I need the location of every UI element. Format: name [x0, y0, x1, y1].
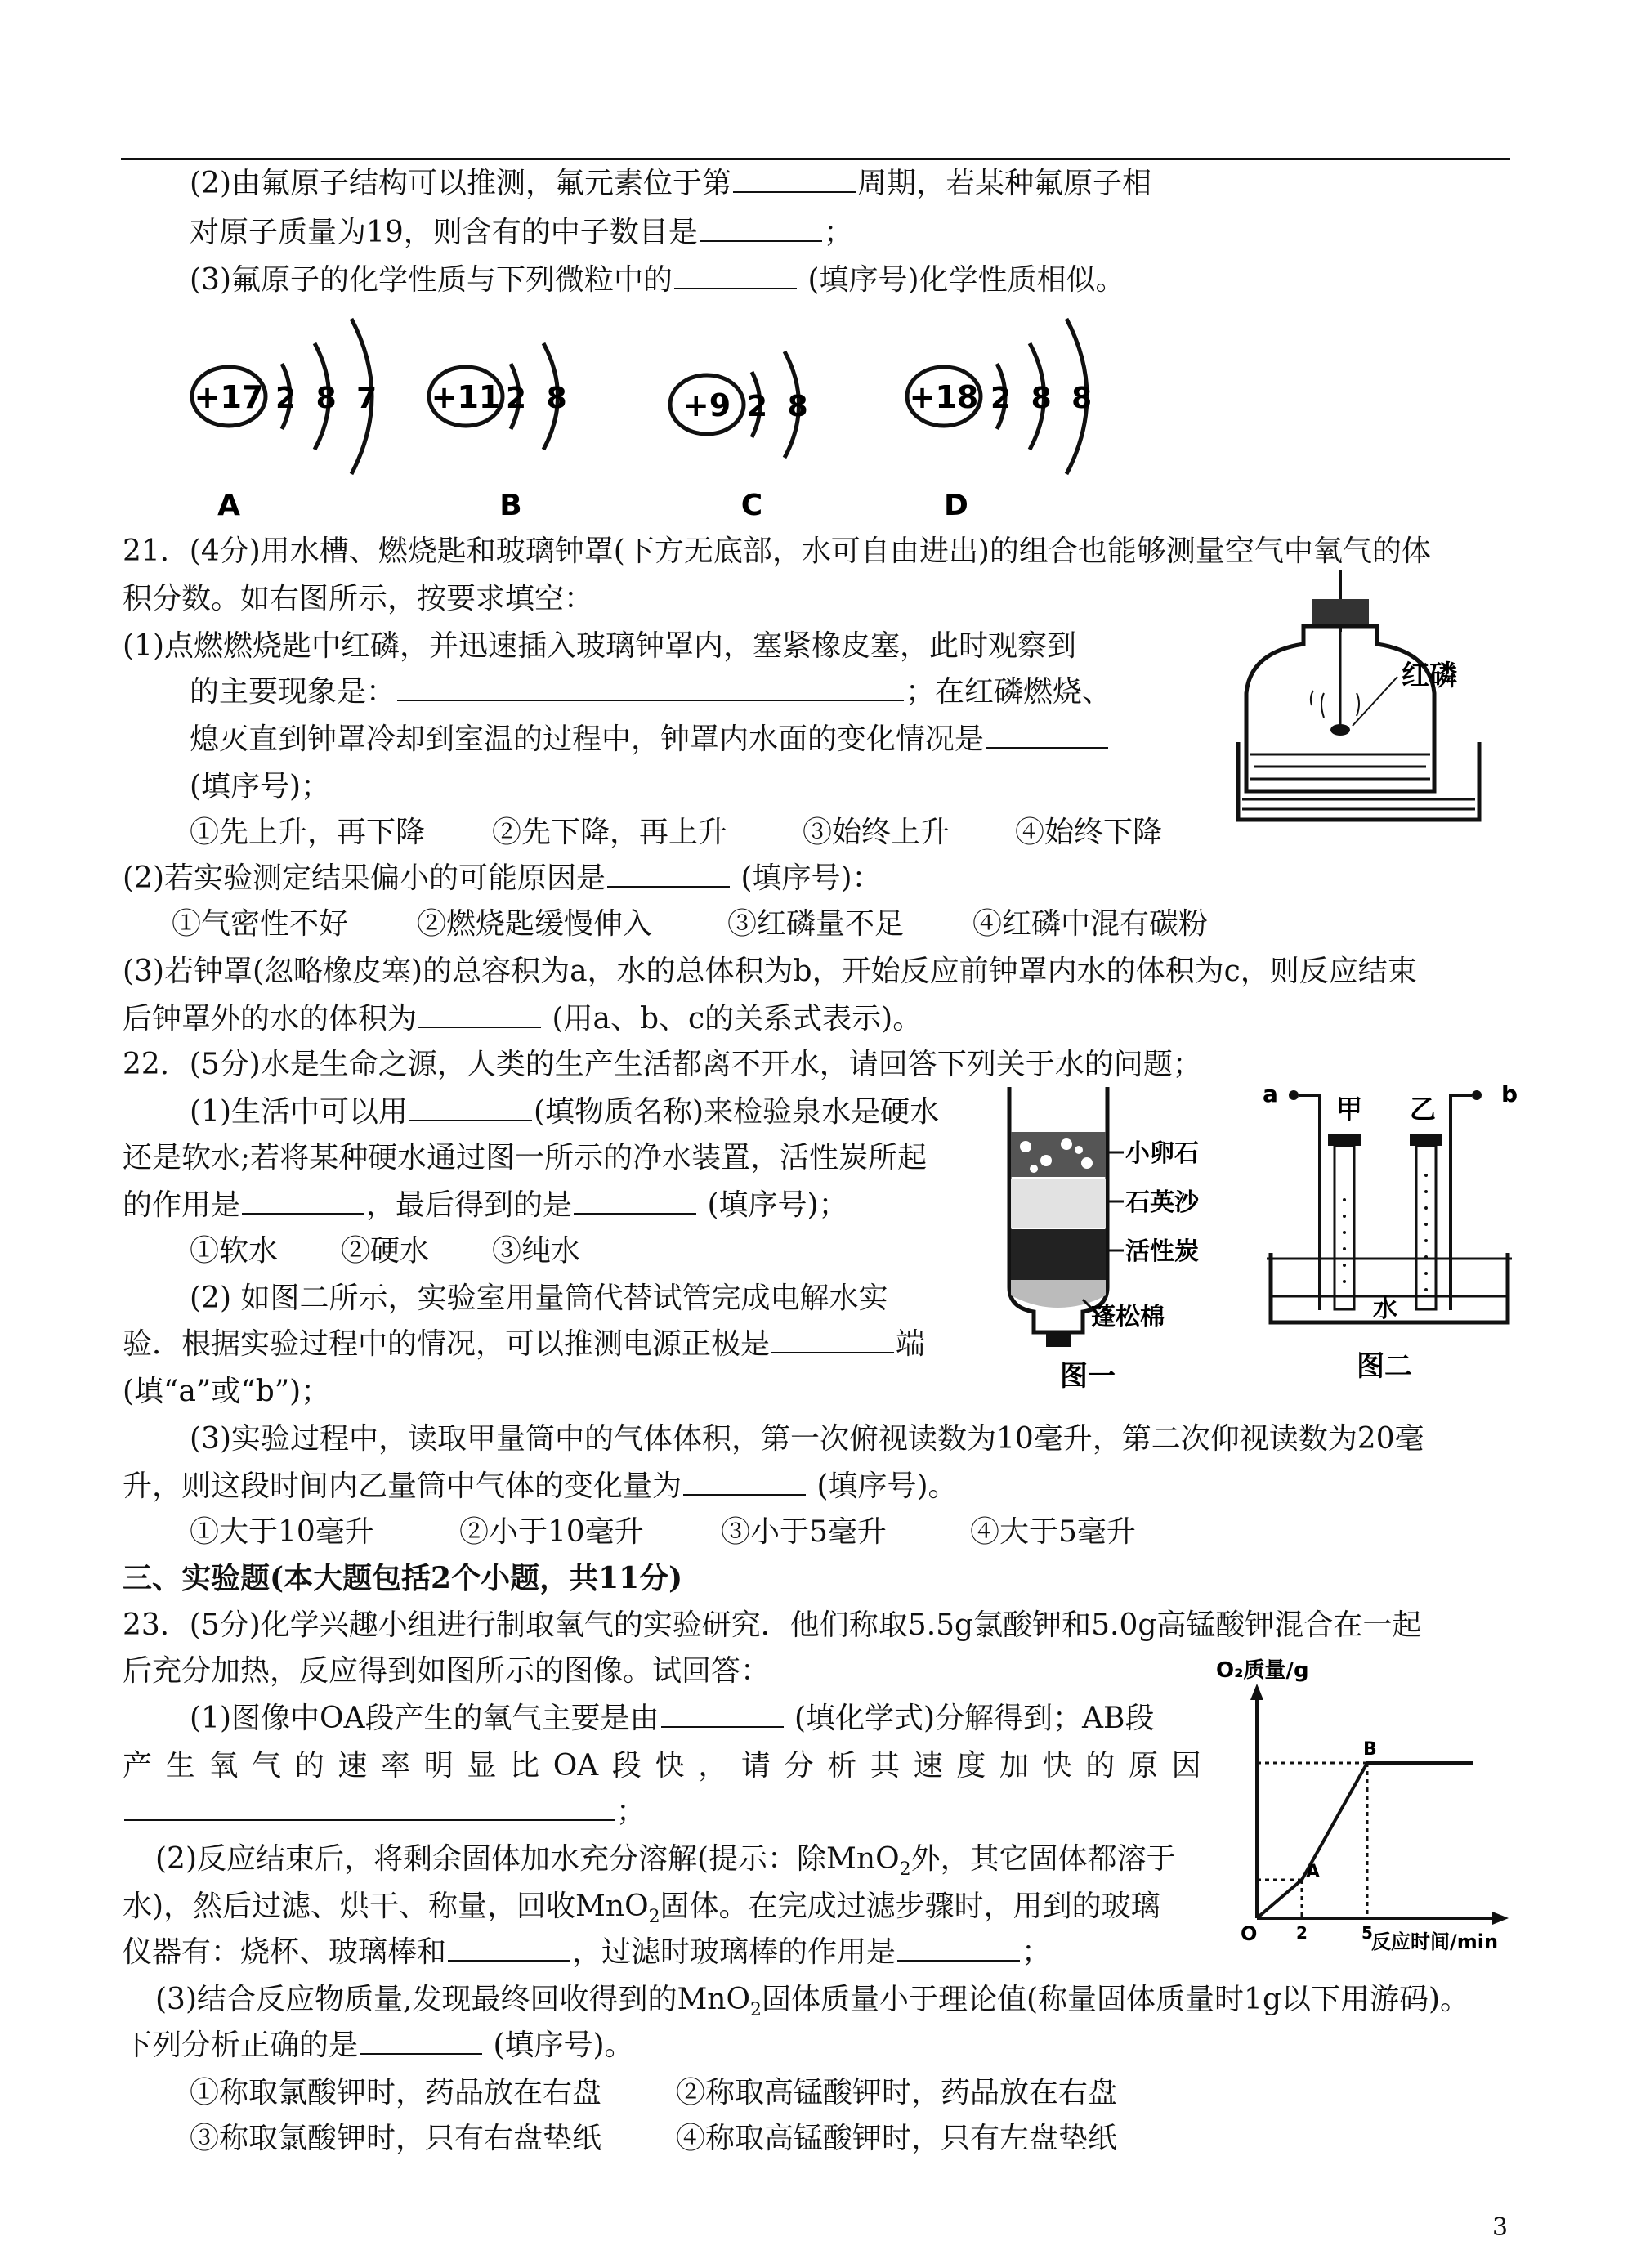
option: ④红磷中混有碳粉	[972, 907, 1209, 941]
option: ①称取氯酸钾时，药品放在右盘	[190, 2076, 602, 2109]
answer-blank[interactable]	[242, 1188, 364, 1215]
svg-text:甲: 甲	[1336, 1094, 1363, 1125]
svg-text:+17: +17	[194, 379, 264, 415]
q23-part1-line2: 产 生 氧 气 的 速 率 明 显 比 OA 段 快 ， 请 分 析 其 速 度 加 快 的 原 因	[123, 1749, 1201, 1783]
oxygen-mass-graph	[1208, 1653, 1518, 1955]
svg-text:A: A	[1306, 1862, 1321, 1882]
q23-options-row1	[190, 2074, 1117, 2112]
q22-part2-line2: 验．根据实验过程中的情况，可以推测电源正极是 端	[123, 1327, 926, 1361]
answer-blank[interactable]	[409, 1095, 532, 1121]
svg-text:B: B	[1363, 1739, 1377, 1760]
svg-text:2 8 8: 2 8 8	[990, 382, 1098, 415]
option: ①气密性不好	[172, 907, 349, 941]
page-number: 3	[1492, 2213, 1509, 2242]
option: ②硬水	[341, 1234, 430, 1268]
q22-heading: 22．(5分)水是生命之源，人类的生产生活都离不开水，请回答下列关于水的问题；	[123, 1048, 1202, 1081]
svg-text:图二: 图二	[1357, 1350, 1412, 1383]
q23-options-row2	[190, 2120, 1117, 2158]
electrolysis-figure	[1263, 1077, 1524, 1396]
q23-heading-line2: 后充分加热，反应得到如图所示的图像。试回答：	[123, 1654, 771, 1688]
option: ②小于10毫升	[459, 1515, 644, 1549]
answer-blank[interactable]	[397, 675, 904, 701]
q21-part1-options	[190, 814, 1162, 852]
answer-blank[interactable]	[700, 216, 822, 242]
q23-part3-line1: (3)结合反应物质量,发现最终回收得到的MnO$_2$固体质量小于理论值(称量固体质量时1g以下用游码)。	[155, 1983, 1470, 2021]
q21-part1-line1: (1)点燃燃烧匙中红磷，并迅速插入玻璃钟罩内，塞紧橡皮塞，此时观察到	[123, 629, 1076, 663]
svg-text:A: A	[217, 489, 240, 522]
svg-text:+9: +9	[682, 387, 731, 423]
q23-part1-line1: (1)图像中OA段产生的氧气主要是由 (填化学式)分解得到；AB段	[190, 1702, 1155, 1735]
q21-part3-line1: (3)若钟罩(忽略橡皮塞)的总容积为a，水的总体积为b，开始反应前钟罩内水的体积为c，则反应结束	[123, 955, 1417, 988]
q22-part1-line3: 的作用是 ，最后得到的是 (填序号)；	[123, 1188, 848, 1222]
svg-text:2: 2	[1296, 1923, 1308, 1943]
svg-text:B: B	[499, 489, 522, 522]
answer-blank[interactable]	[771, 1327, 894, 1353]
bell-jar-figure	[1234, 570, 1504, 832]
svg-text:图一: 图一	[1060, 1360, 1116, 1393]
option: ③称取氯酸钾时，只有右盘垫纸	[190, 2122, 602, 2155]
svg-text:红磷: 红磷	[1402, 660, 1457, 692]
q21-part1-line4: (填序号)；	[190, 770, 331, 803]
option: ③纯水	[492, 1234, 581, 1268]
svg-text:乙: 乙	[1410, 1094, 1437, 1125]
q22-part3-options	[190, 1514, 1136, 1551]
q23-part2-line1: (2)反应结束后，将剩余固体加水充分溶解(提示：除MnO$_2$外，其它固体都溶于	[155, 1842, 1176, 1881]
answer-blank[interactable]	[733, 167, 856, 193]
answer-blank[interactable]	[418, 1002, 541, 1028]
answer-blank[interactable]	[897, 1935, 1020, 1962]
option: ④始终下降	[1015, 816, 1163, 849]
q21-part3-line2: 后钟罩外的水的体积为 (用a、b、c的关系式表示)。	[123, 1002, 923, 1036]
q22-part1-options	[190, 1232, 580, 1270]
svg-text:2 8: 2 8	[747, 390, 813, 423]
svg-text:+18: +18	[909, 379, 979, 415]
svg-text:2 8: 2 8	[506, 382, 572, 415]
atom-diagram-d	[907, 319, 1097, 522]
q21-part2-options	[172, 906, 1208, 943]
q23-part2-line2: 水)，然后过滤、烘干、称量，回收MnO$_2$固体。在完成过滤步骤时，用到的玻璃	[123, 1890, 1160, 1928]
q23-part2-line3: 仪器有：烧杯、玻璃棒和 ，过滤时玻璃棒的作用是 ；	[123, 1935, 1052, 1969]
q20-part3-line: (3)氟原子的化学性质与下列微粒中的 (填序号)化学性质相似。	[190, 263, 1125, 297]
q22-part1-line1: (1)生活中可以用 (填物质名称)来检验泉水是硬水	[190, 1095, 940, 1129]
svg-text:C: C	[740, 489, 763, 522]
svg-text:蓬松棉: 蓬松棉	[1091, 1303, 1165, 1331]
svg-text:D: D	[944, 489, 968, 522]
option: ④大于5毫升	[970, 1515, 1136, 1549]
q22-part1-line2: 还是软水;若将某种硬水通过图一所示的净水装置，活性炭所起	[123, 1141, 928, 1174]
q21-heading-line2: 积分数。如右图所示，按要求填空：	[123, 582, 594, 615]
q21-heading-line1: 21．(4分)用水槽、燃烧匙和玻璃钟罩(下方无底部，水可自由进出)的组合也能够测量空气中氧气的体	[123, 535, 1431, 568]
svg-text:+11: +11	[431, 379, 501, 415]
q21-part2-line: (2)若实验测定结果偏小的可能原因是 (填序号)：	[123, 861, 882, 895]
q20-part2-line1: (2)由氟原子结构可以推测，氟元素位于第 周期，若某种氟原子相	[190, 167, 1152, 200]
answer-blank[interactable]	[674, 263, 797, 289]
option: ③始终上升	[803, 816, 950, 849]
option: ④称取高锰酸钾时，只有左盘垫纸	[676, 2122, 1118, 2155]
svg-text:水: 水	[1373, 1295, 1397, 1323]
q22-part2-line3: (填“a”或“b”)；	[123, 1375, 331, 1408]
svg-text:石英沙: 石英沙	[1125, 1188, 1199, 1217]
svg-text:a: a	[1263, 1080, 1278, 1107]
q21-part1-line3: 熄灭直到钟罩冷却到室温的过程中，钟罩内水面的变化情况是	[190, 721, 1110, 758]
atom-diagram-a	[192, 319, 382, 522]
section-heading: 三、实验题(本大题包括2个小题，共11分)	[123, 1561, 683, 1595]
svg-text:O: O	[1241, 1922, 1258, 1945]
svg-text:活性炭: 活性炭	[1125, 1237, 1199, 1266]
q23-part3-line2: 下列分析正确的是 (填序号)。	[123, 2029, 634, 2062]
q22-part2-line1: (2) 如图二所示，实验室用量筒代替试管完成电解水实	[190, 1282, 888, 1315]
q22-part3-line1: (3)实验过程中，读取甲量筒中的气体体积，第一次俯视读数为10毫升，第二次仰视读数为20毫	[190, 1422, 1424, 1456]
atom-structure-figure	[184, 306, 1165, 527]
q23-heading-line1: 23．(5分)化学兴趣小组进行制取氧气的实验研究．他们称取5.5g氯酸钾和5.0g高锰酸钾混合在一起	[123, 1608, 1422, 1642]
option: ②先下降，再上升	[492, 816, 728, 849]
atom-diagram-c	[670, 351, 813, 522]
answer-blank[interactable]	[661, 1702, 784, 1728]
answer-blank[interactable]	[448, 1935, 570, 1962]
q21-part1-line2: 的主要现象是： ；在红磷燃烧、	[190, 675, 1112, 709]
answer-blank[interactable]	[124, 1795, 615, 1821]
svg-text:小卵石: 小卵石	[1125, 1139, 1199, 1168]
answer-blank[interactable]	[574, 1188, 696, 1215]
option: ③红磷量不足	[727, 907, 905, 941]
option: ①大于10毫升	[190, 1515, 374, 1549]
q23-part1-line3: ；	[123, 1793, 646, 1831]
option: ②称取高锰酸钾时，药品放在右盘	[676, 2076, 1118, 2109]
answer-blank[interactable]	[986, 722, 1108, 749]
option: ③小于5毫升	[721, 1515, 887, 1549]
svg-text:反应时间/min: 反应时间/min	[1371, 1930, 1499, 1953]
option: ①软水	[190, 1234, 279, 1268]
water-purifier-figure	[1001, 1083, 1222, 1393]
answer-blank[interactable]	[683, 1470, 806, 1496]
svg-text:b: b	[1501, 1080, 1518, 1107]
q22-part3-line2: 升，则这段时间内乙量筒中气体的变化量为 (填序号)。	[123, 1470, 958, 1503]
svg-text:5: 5	[1361, 1923, 1373, 1943]
q20-part2-line2: 对原子质量为19，则含有的中子数目是 ；	[190, 216, 853, 249]
option: ①先上升，再下降	[190, 816, 426, 849]
option: ②燃烧匙缓慢伸入	[417, 907, 653, 941]
atom-diagram-b	[429, 343, 572, 522]
header-rule	[121, 158, 1510, 160]
svg-text:O₂质量/g: O₂质量/g	[1216, 1658, 1309, 1683]
svg-text:2 8 7: 2 8 7	[275, 382, 382, 415]
answer-blank[interactable]	[607, 861, 730, 888]
answer-blank[interactable]	[360, 2029, 482, 2055]
